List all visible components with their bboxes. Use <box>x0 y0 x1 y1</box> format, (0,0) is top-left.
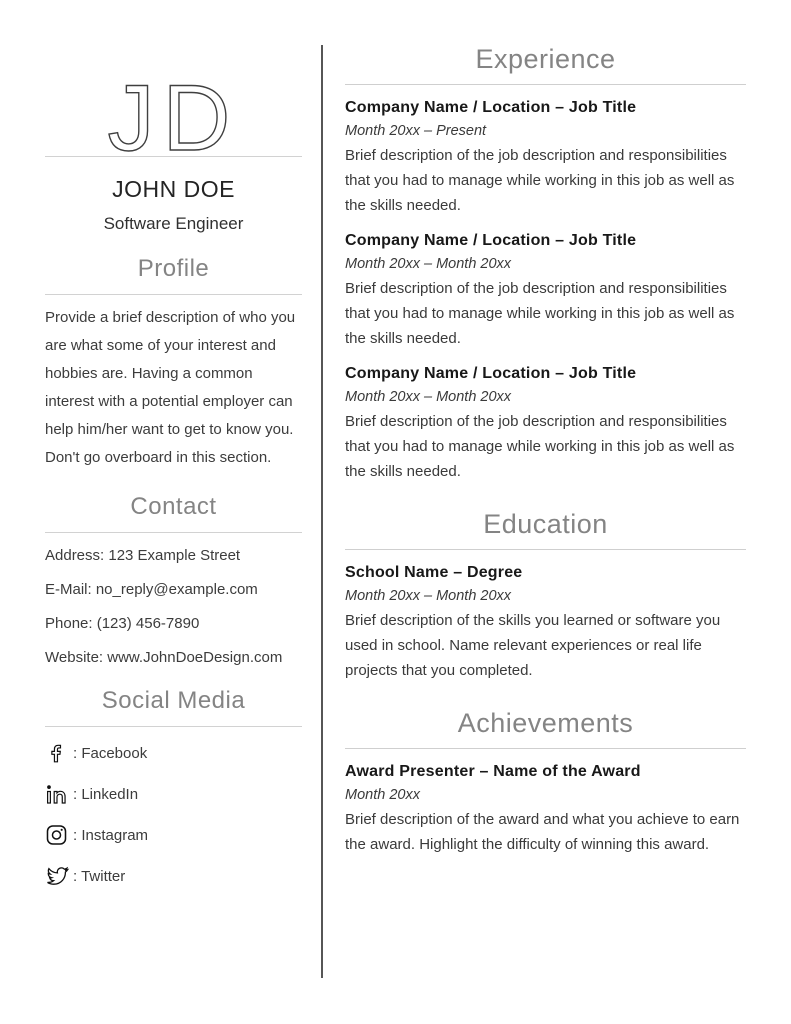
facebook-icon <box>45 741 73 765</box>
education-heading: Education <box>483 509 608 539</box>
person-name: JOHN DOE <box>112 176 235 202</box>
achievements-rule <box>345 748 746 749</box>
contact-website: Website: www.JohnDoeDesign.com <box>45 649 283 666</box>
achievement-entry <box>345 763 746 857</box>
entry-description: Brief description of the job description and responsibilities that you had to manage while working in this job as well as the skills needed. <box>345 413 735 480</box>
entry-title: Company Name / Location – Job Title <box>345 232 637 249</box>
experience-entry <box>345 99 746 218</box>
monogram-graphic <box>45 64 302 154</box>
contact-rule <box>45 532 302 533</box>
contact-email: E-Mail: no_reply@example.com <box>45 581 258 598</box>
experience-heading: Experience <box>475 44 616 74</box>
entry-date: Month 20xx – Month 20xx <box>345 588 512 604</box>
entry-date: Month 20xx – Month 20xx <box>345 256 512 272</box>
experience-entry <box>345 365 746 484</box>
contact-phone: Phone: (123) 456-7890 <box>45 615 200 632</box>
linkedin-icon <box>45 782 73 806</box>
social-label: : Instagram <box>73 826 149 844</box>
contact-list <box>45 547 302 666</box>
social-rule <box>45 726 302 727</box>
social-item-instagram <box>45 822 302 848</box>
twitter-icon <box>45 864 73 888</box>
education-entry <box>345 564 746 683</box>
social-item-linkedin <box>45 781 302 807</box>
entry-title: Award Presenter – Name of the Award <box>345 763 641 780</box>
entry-description: Brief description of the job description and responsibilities that you had to manage while working in this job as well as the skills needed. <box>345 280 735 347</box>
social-item-twitter <box>45 863 302 889</box>
monogram-text: JD <box>107 65 239 154</box>
social-label: : LinkedIn <box>73 785 139 803</box>
education-rule <box>345 549 746 550</box>
sidebar <box>45 0 302 1024</box>
experience-section <box>345 44 746 484</box>
education-section <box>345 509 746 683</box>
monogram <box>45 64 302 154</box>
profile-rule <box>45 294 302 295</box>
achievements-section <box>345 708 746 857</box>
social-label: : Twitter <box>73 867 126 885</box>
instagram-icon <box>45 823 73 847</box>
entry-description: Brief description of the job description and responsibilities that you had to manage while working in this job as well as the skills needed. <box>345 147 735 214</box>
social-media-heading: Social Media <box>101 687 246 714</box>
profile-text: Provide a brief description of who you are what some of your interest and hobbies are. Having a common interest with a potential employer can help him/her want to get to know you. Don't go overboard in this section. <box>45 309 296 466</box>
profile-heading: Profile <box>137 255 210 282</box>
experience-rule <box>345 84 746 85</box>
entry-title: Company Name / Location – Job Title <box>345 365 637 382</box>
contact-address: Address: 123 Example Street <box>45 547 241 564</box>
entry-description: Brief description of the award and what you achieve to earn the award. Highlight the difficulty of winning this award. <box>345 811 740 853</box>
social-label: : Facebook <box>73 744 148 762</box>
experience-entry <box>345 232 746 351</box>
entry-date: Month 20xx – Month 20xx <box>345 389 512 405</box>
person-job-title: Software Engineer <box>103 214 244 233</box>
entry-description: Brief description of the skills you learned or software you used in school. Name relevant experiences or real life projects that you completed. <box>345 612 721 679</box>
entry-title: Company Name / Location – Job Title <box>345 99 637 116</box>
entry-date: Month 20xx <box>345 787 420 803</box>
entry-date: Month 20xx – Present <box>345 123 487 139</box>
main-column <box>323 0 791 1024</box>
contact-heading: Contact <box>130 493 217 520</box>
achievements-heading: Achievements <box>457 708 634 738</box>
entry-title: School Name – Degree <box>345 564 523 581</box>
social-item-facebook <box>45 740 302 766</box>
social-list <box>45 740 302 889</box>
sidebar-rule <box>45 156 302 157</box>
